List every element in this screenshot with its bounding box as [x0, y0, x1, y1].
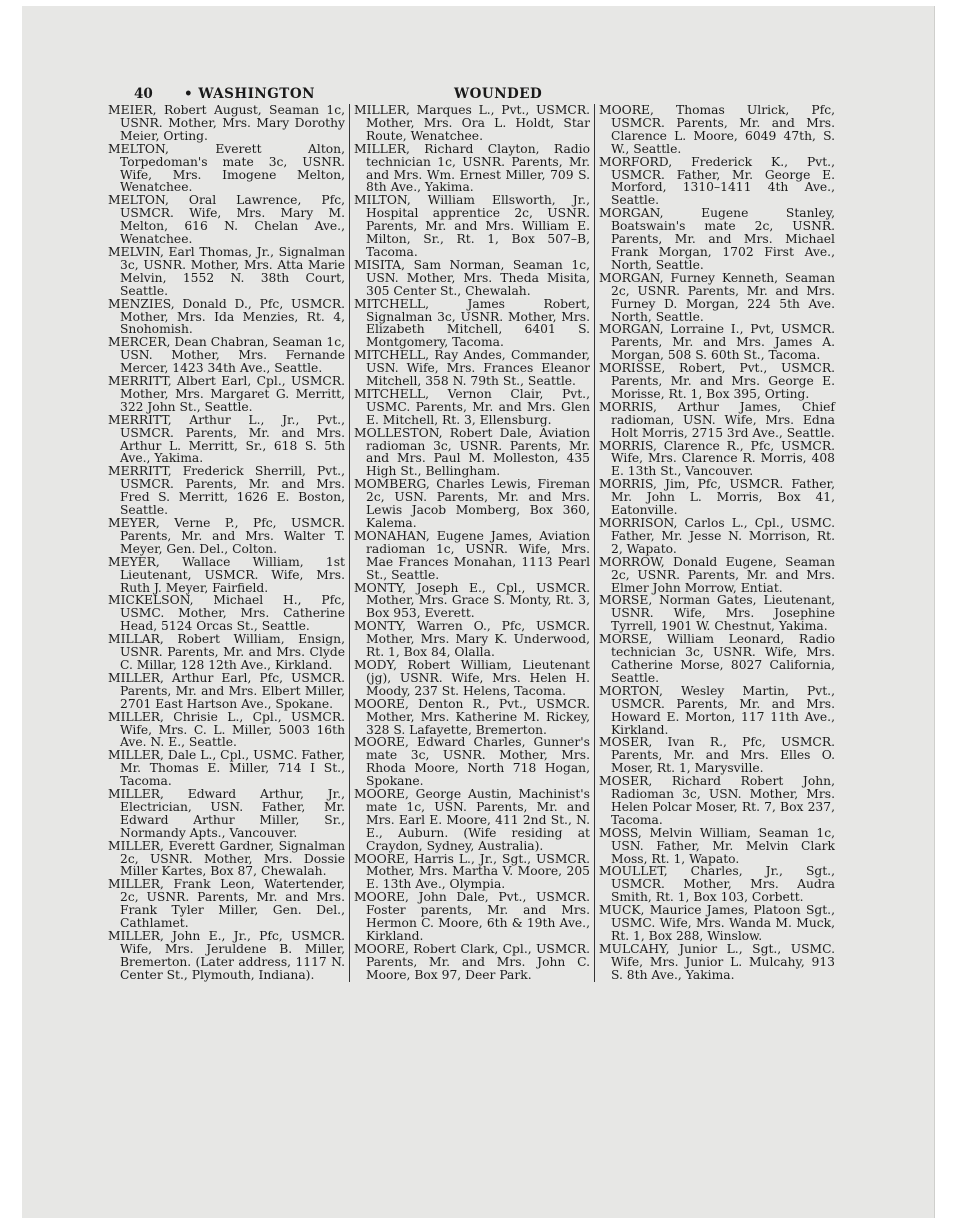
casualty-entry: MERRITT, Frederick Sherrill, Pvt., USMCR. Parents, Mr. and Mrs. Fred S. Merritt, 1626 E. Boston, Seattle. [108, 464, 345, 518]
casualty-entry: MEIER, Robert August, Seaman 1c, USNR. Mother, Mrs. Mary Dorothy Meier, Orting. [108, 103, 345, 143]
casualty-entry: MOSER, Richard Robert John, Radioman 3c, USN. Mother, Mrs. Helen Polcar Moser, Rt. 7, Box 237, Tacoma. [599, 774, 835, 827]
casualty-entry: MORRISON, Carlos L., Cpl., USMC. Father, Mr. Jesse N. Morrison, Rt. 2, Wapato. [599, 516, 835, 556]
casualty-entry: MEYER, Wallace William, 1st Lieutenant, USMCR. Wife, Mrs. Ruth J. Meyer, Fairfield. [108, 554, 345, 595]
casualty-entry: MITCHELL, Ray Andes, Commander, USN. Wife, Mrs. Frances Eleanor Mitchell, 358 N. 79th St., Seattle. [354, 348, 590, 389]
casualty-entry: MITCHELL, James Robert, Signalman 3c, USNR. Mother, Mrs. Elizabeth Mitchell, 6401 S. Montgomery, Tacoma. [354, 296, 590, 350]
column-2 [349, 104, 594, 982]
casualty-entry: MELVIN, Earl Thomas, Jr., Signalman 3c, USNR. Mother, Mrs. Atta Marie Melvin, 1552 N. 38th Court, Seattle. [108, 244, 345, 298]
casualty-entry: MULCAHY, Junior L., Sgt., USMC. Wife, Mrs. Junior L. Mulcahy, 913 S. 8th Ave., Yakima. [599, 941, 835, 982]
casualty-entry: MORSE, Norman Gates, Lieutenant, USNR. Wife, Mrs. Josephine Tyrrell, 1901 W. Chestnut, Yakima. [599, 593, 835, 634]
casualty-entry: MOORE, George Austin, Machinist's mate 1c, USN. Parents, Mr. and Mrs. Earl E. Moore, 411 2nd St., N. E., Auburn. (Wife residing at Craydon, Sydney, Australia). [354, 787, 590, 853]
casualty-entry: MILLER, Chrisie L., Cpl., USMCR. Wife, Mrs. C. L. Miller, 5003 16th Ave. N. E., Seattle. [108, 709, 345, 750]
column-1 [104, 104, 349, 982]
casualty-list [104, 104, 840, 982]
casualty-entry: MILLER, Edward Arthur, Jr., Electrician, USN. Father, Mr. Edward Arthur Miller, Sr., Normandy Apts., Vancouver. [108, 787, 345, 840]
casualty-entry: MORSE, William Leonard, Radio technician 3c, USNR. Wife, Mrs. Catherine Morse, 8027 California, Seattle. [599, 632, 835, 685]
casualty-entry: MILLER, Frank Leon, Watertender, 2c, USNR. Parents, Mr. and Mrs. Frank Tyler Miller, Gen. Del., Cathlamet. [108, 877, 345, 931]
casualty-entry: MONTY, Warren O., Pfc, USMCR. Mother, Mrs. Mary K. Underwood, Rt. 1, Box 84, Olalla. [354, 619, 590, 660]
casualty-entry: MILTON, William Ellsworth, Jr., Hospital apprentice 2c, USNR. Parents, Mr. and Mrs. William E. Milton, Sr., Rt. 1, Box 507–B, Tacoma. [354, 193, 590, 259]
casualty-entry: MERRITT, Arthur L., Jr., Pvt., USMCR. Parents, Mr. and Mrs. Arthur L. Merritt, Sr., 618 S. 5th Ave., Yakima. [108, 412, 345, 466]
casualty-entry: MUCK, Maurice James, Platoon Sgt., USMC. Wife, Mrs. Wanda M. Muck, Rt. 1, Box 288, Winslow. [599, 903, 835, 943]
casualty-entry: MILLER, John E., Jr., Pfc, USMCR. Wife, Mrs. Jeruldene B. Miller, Bremerton. (Later address, 1117 N. Center St., Plymouth, Indiana). [108, 929, 345, 982]
casualty-entry: MOORE, Harris L., Jr., Sgt., USMCR. Mother, Mrs. Martha V. Moore, 205 E. 13th Ave., Olympia. [354, 851, 590, 892]
casualty-entry: MOSS, Melvin William, Seaman 1c, USN. Father, Mr. Melvin Clark Moss, Rt. 1, Wapato. [599, 825, 835, 866]
casualty-entry: MORRIS, Jim, Pfc, USMCR. Father, Mr. John L. Morris, Box 41, Eatonville. [599, 477, 835, 518]
page-number: 40 [134, 86, 153, 102]
casualty-entry: MITCHELL, Vernon Clair, Pvt., USMC. Parents, Mr. and Mrs. Glen E. Mitchell, Rt. 3, Ellensburg. [354, 386, 590, 427]
casualty-entry: MERRITT, Albert Earl, Cpl., USMCR. Mother, Mrs. Margaret G. Merritt, 322 John St., Seattle. [108, 374, 345, 414]
casualty-entry: MONAHAN, Eugene James, Aviation radioman 1c, USNR. Wife, Mrs. Mae Frances Monahan, 1113 Pearl St., Seattle. [354, 528, 590, 582]
casualty-entry: MOORE, Robert Clark, Cpl., USMCR. Parents, Mr. and Mrs. John C. Moore, Box 97, Deer Park. [354, 941, 590, 982]
casualty-entry: MENZIES, Donald D., Pfc, USMCR. Mother, Mrs. Ida Menzies, Rt. 4, Snohomish. [108, 296, 345, 337]
casualty-entry: MOMBERG, Charles Lewis, Fireman 2c, USN. Parents, Mr. and Mrs. Lewis Jacob Momberg, Box 360, Kalema. [354, 477, 590, 530]
casualty-entry: MORGAN, Eugene Stanley, Boatswain's mate 2c, USNR. Parents, Mr. and Mrs. Michael Frank Morgan, 1702 First Ave., North, Seattle. [599, 206, 835, 272]
section-heading: WOUNDED [454, 86, 543, 102]
casualty-entry: MOORE, Denton R., Pvt., USMCR. Mother, Mrs. Katherine M. Rickey, 328 S. Lafayette, Bremerton. [354, 696, 590, 737]
casualty-entry: MELTON, Everett Alton, Torpedoman's mate 3c, USNR. Wife, Mrs. Imogene Melton, Wenatchee. [108, 141, 345, 195]
column-3 [594, 104, 839, 982]
casualty-entry: MODY, Robert William, Lieutenant (jg), USNR. Wife, Mrs. Helen H. Moody, 237 St. Helens, Tacoma. [354, 657, 590, 698]
casualty-entry: MOULLET, Charles, Jr., Sgt., USMCR. Mother, Mrs. Audra Smith, Rt. 1, Box 103, Corbett. [599, 864, 835, 905]
casualty-entry: MOSER, Ivan R., Pfc, USMCR. Parents, Mr. and Mrs. Elles O. Moser, Rt. 1, Marysville. [599, 735, 835, 776]
casualty-entry: MILLER, Arthur Earl, Pfc, USMCR. Parents, Mr. and Mrs. Elbert Miller, 2701 East Hartson Ave., Spokane. [108, 670, 345, 711]
casualty-entry: MOORE, Thomas Ulrick, Pfc, USMCR. Parents, Mr. and Mrs. Clarence L. Moore, 6049 47th, S. W., Seattle. [599, 103, 835, 156]
casualty-entry: MICKELSON, Michael H., Pfc, USMC. Mother, Mrs. Catherine Head, 5124 Orcas St., Seattle. [108, 593, 345, 634]
casualty-entry: MILLAR, Robert William, Ensign, USNR. Parents, Mr. and Mrs. Clyde C. Millar, 128 12th Ave., Kirkland. [108, 632, 345, 672]
casualty-entry: MOLLESTON, Robert Dale, Aviation radioman 3c, USNR. Parents, Mr. and Mrs. Paul M. Molleston, 435 High St., Bellingham. [354, 425, 590, 479]
casualty-entry: MORISSE, Robert, Pvt., USMCR. Parents, Mr. and Mrs. George E. Morisse, Rt. 1, Box 395, Orting. [599, 361, 835, 401]
casualty-entry: MORTON, Wesley Martin, Pvt., USMCR. Parents, Mr. and Mrs. Howard E. Morton, 117 11th Ave., Kirkland. [599, 683, 835, 737]
casualty-entry: MEYER, Verne P., Pfc, USMCR. Parents, Mr. and Mrs. Walter T. Meyer, Gen. Del., Colton. [108, 516, 345, 556]
casualty-entry: MILLER, Marques L., Pvt., USMCR. Mother, Mrs. Ora L. Holdt, Star Route, Wenatchee. [354, 103, 590, 143]
casualty-entry: MILLER, Richard Clayton, Radio technician 1c, USNR. Parents, Mr. and Mrs. Wm. Ernest Miller, 709 S. 8th Ave., Yakima. [354, 141, 590, 195]
casualty-entry: MONTY, Joseph E., Cpl., USMCR. Mother, Mrs. Grace S. Monty, Rt. 3, Box 953, Everett. [354, 580, 590, 621]
casualty-entry: MISITA, Sam Norman, Seaman 1c, USN. Mother, Mrs. Theda Misita, 305 Center St., Chewalah. [354, 257, 590, 298]
state-heading: • WASHINGTON [184, 86, 315, 102]
casualty-entry: MILLER, Dale L., Cpl., USMC. Father, Mr. Thomas E. Miller, 714 I St., Tacoma. [108, 748, 345, 789]
casualty-entry: MORRIS, Clarence R., Pfc, USMCR. Wife, Mrs. Clarence R. Morris, 408 E. 13th St., Vancouver. [599, 438, 835, 479]
casualty-entry: MERCER, Dean Chabran, Seaman 1c, USN. Mother, Mrs. Fernande Mercer, 1423 34th Ave., Seattle. [108, 335, 345, 376]
casualty-entry: MELTON, Oral Lawrence, Pfc, USMCR. Wife, Mrs. Mary M. Melton, 616 N. Chelan Ave., Wenatchee. [108, 193, 345, 247]
casualty-entry: MORRIS, Arthur James, Chief radioman, USN. Wife, Mrs. Edna Holt Morris, 2715 3rd Ave., Seattle. [599, 399, 835, 440]
casualty-entry: MORFORD, Frederick K., Pvt., USMCR. Father, Mr. George E. Morford, 1310–1411 4th Ave., Seattle. [599, 154, 835, 208]
casualty-entry: MOORE, John Dale, Pvt., USMCR. Foster parents, Mr. and Mrs. Hermon C. Moore, 6th & 19th Ave., Kirkland. [354, 890, 590, 943]
casualty-entry: MORGAN, Lorraine I., Pvt, USMCR. Parents, Mr. and Mrs. James A. Morgan, 508 S. 60th St., Tacoma. [599, 322, 835, 363]
casualty-entry: MORGAN, Furney Kenneth, Seaman 2c, USNR. Parents, Mr. and Mrs. Furney D. Morgan, 224 5th Ave. North, Seattle. [599, 270, 835, 324]
casualty-entry: MILLER, Everett Gardner, Signalman 2c, USNR. Mother, Mrs. Dossie Miller Kartes, Box 87, Chewalah. [108, 838, 345, 879]
casualty-entry: MORROW, Donald Eugene, Seaman 2c, USNR. Parents, Mr. and Mrs. Elmer John Morrow, Entiat. [599, 554, 835, 595]
casualty-entry: MOORE, Edward Charles, Gunner's mate 3c, USNR. Mother, Mrs. Rhoda Moore, North 718 Hogan, Spokane. [354, 735, 590, 789]
